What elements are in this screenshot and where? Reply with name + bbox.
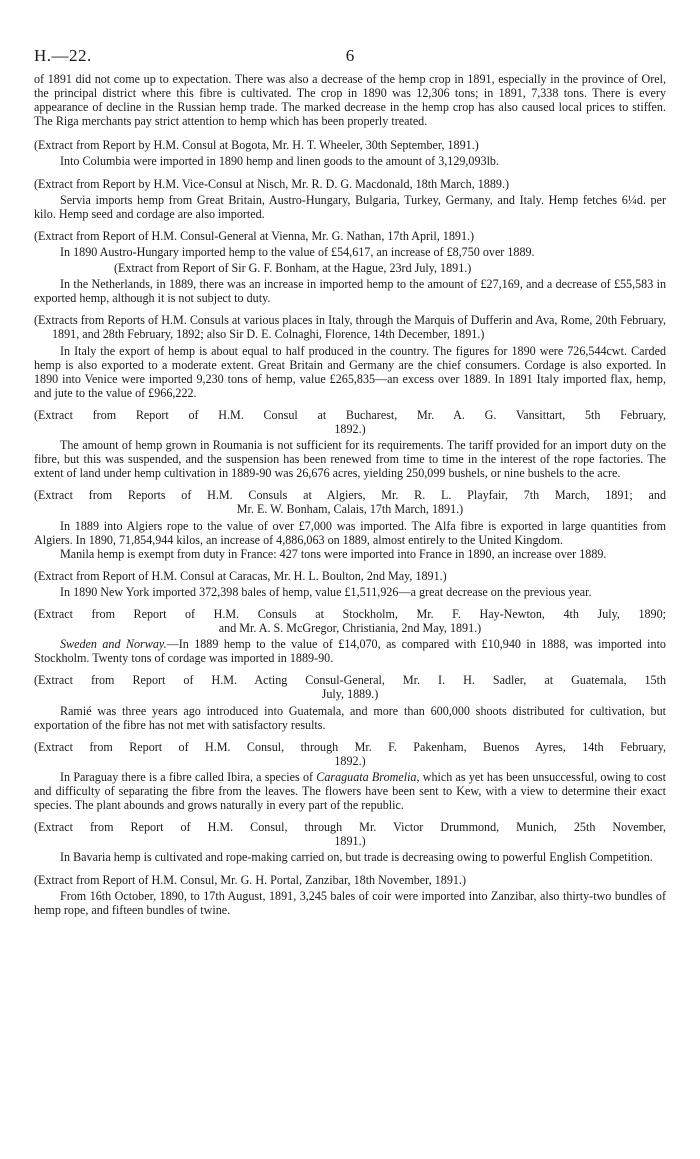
page-header: [34, 46, 666, 72]
extract-caption: [34, 488, 666, 516]
paragraph: In 1889 into Algiers rope to the value of over £7,000 was imported. The Alfa fibre is exported in large quantities from Algiers. In 1890, 71,854,944 kilos, an increase of 4,886,063 on 1889, almost entirely to the United Kingdom.: [34, 518, 666, 547]
extract-caption: (Extract from Report by H.M. Consul at Bogota, Mr. H. T. Wheeler, 30th September, 1891.): [34, 138, 479, 153]
paragraph: In Bavaria hemp is cultivated and rope-making carried on, but trade is decreasing owing to powerful English Competition.: [60, 850, 653, 865]
paragraph: In 1890 New York imported 372,398 bales of hemp, value £1,511,926—a great decrease on the previous year.: [60, 584, 592, 599]
extract-caption: (Extract from Report of H.M. Consul-General at Vienna, Mr. G. Nathan, 17th April, 1891.): [34, 228, 475, 243]
extract-caption: [34, 673, 666, 701]
paragraph-text: which as yet has been unsuccessful, owing to cost and difficulty of separating the fibre from the leaves. The flowers have been sent to Kew, with a view to determine their exact species. The plant abounds and grows naturally in every part of the republic.: [34, 769, 666, 813]
extract-caption-line: 1892.): [334, 753, 366, 768]
paragraph: of 1891 did not come up to expectation. There was also a decrease of the hemp crop in 1891, especially in the province of Orel, the principal district where this fibre is cultivated. The crop in 1890 was 12,306 tons; in 1891, 7,338 tons. There is every appearance of decline in the Russian hemp trade. The marked decrease in the hemp crop has also caused local prices to stiffen. The Riga merchants pay strict attention to hemp which has been properly treated.: [34, 72, 666, 129]
extract-caption-line: Mr. E. W. Bonham, Calais, 17th March, 1891.): [236, 502, 464, 517]
paragraph-text: In Paraguay there is a fibre called Ibira, a species of: [60, 769, 317, 784]
paragraph: From 16th October, 1890, to 17th August, 1891, 3,245 bales of coir were imported into Zanzibar, also thirty-two bundles of hemp rope, and fifteen bundles of twine.: [34, 888, 666, 917]
extract-caption-line: (Extract from Report of H.M. Consul at Bucharest, Mr. A. G. Vansittart, 5th February,: [34, 407, 666, 422]
paragraph: Into Columbia were imported in 1890 hemp and linen goods to the amount of 3,129,093lb.: [60, 154, 500, 169]
paragraph: Servia imports hemp from Great Britain, Austro-Hungary, Bulgaria, Turkey, Germany, and Italy. Hemp fetches 6¼d. per kilo. Hemp seed and cordage are also imported.: [34, 192, 666, 221]
extract-caption-line: (Extract from Report of H.M. Consul, through Mr. F. Pakenham, Buenos Ayres, 14th February,: [34, 739, 666, 754]
extract-caption: (Extract from Report by H.M. Vice-Consul at Nisch, Mr. R. D. G. Macdonald, 18th March, 1889.): [34, 176, 509, 191]
paragraph-italic-heading: Sweden and Norway.: [60, 637, 167, 652]
paragraph: [34, 637, 666, 665]
extract-caption: (Extract from Report of H.M. Consul at Caracas, Mr. H. L. Boulton, 2nd May, 1891.): [34, 568, 447, 583]
extract-caption: (Extract from Report of H.M. Consul, Mr. G. H. Portal, Zanzibar, 18th November, 1891.): [34, 872, 466, 887]
document-reference: H.—22.: [34, 46, 92, 65]
extract-caption-line: (Extract from Reports of H.M. Consuls at Algiers, Mr. R. L. Playfair, 7th March, 1891; and: [34, 488, 666, 503]
paragraph: Manila hemp is exempt from duty in France: 427 tons were imported into France in 1890, an increase over 1889.: [60, 546, 607, 561]
document-body: [34, 72, 666, 917]
paragraph: In 1890 Austro-Hungary imported hemp to the value of £54,617, an increase of £8,750 over 1889.: [60, 244, 535, 259]
extract-caption-line: (Extract from Report of H.M. Consuls at Stockholm, Mr. F. Hay-Newton, 4th July, 1890;: [34, 607, 666, 621]
extract-caption-line: July, 1889.): [321, 687, 379, 702]
extract-caption-line: 1892.): [334, 421, 366, 436]
paragraph: The amount of hemp grown in Roumania is not sufficient for its requirements. The tariff provided for an import duty on the fibre, but this was suspended, and the suspension has been renewed from time to time in the interest of the rope factories. The extent of land under hemp cultivation in 1889-90 was 26,676 acres, yielding 250,099 bushels, or nine bushels to the acre.: [34, 438, 666, 481]
extract-caption: (Extract from Report of Sir G. F. Bonham, at the Hague, 23rd July, 1891.): [114, 261, 472, 276]
page-number: 6: [345, 46, 355, 65]
paragraph: Ramié was three years ago introduced into Guatemala, and more than 600,000 shoots distributed for cultivation, but exportation of the fibre has not met with satisfactory results.: [34, 703, 666, 732]
paragraph-text: —In 1889 hemp to the value of £14,070, as compared with £10,940 in 1888, was imported into Stockholm. Twenty tons of cordage was imported in 1889-90.: [34, 637, 666, 666]
extract-caption: [34, 740, 666, 768]
paragraph-italic-term: Caraguata Bromelia,: [316, 769, 420, 784]
extract-caption-line: 1891.): [334, 834, 366, 849]
extract-caption: [34, 607, 666, 635]
extract-caption-line: (Extract from Report of H.M. Acting Consul-General, Mr. I. H. Sadler, at Guatemala, 15th: [34, 673, 666, 688]
extract-caption: [34, 408, 666, 436]
paragraph: [34, 770, 666, 812]
paragraph: In the Netherlands, in 1889, there was an increase in imported hemp to the amount of £27,169, and a decrease of £55,583 in exported hemp, although it is not subject to duty.: [34, 277, 666, 306]
extract-caption-line: and Mr. A. S. McGregor, Christiania, 2nd May, 1891.): [218, 621, 482, 636]
extract-caption: [34, 820, 666, 848]
document-page: [34, 46, 666, 917]
extract-caption: (Extracts from Reports of H.M. Consuls at various places in Italy, through the Marquis of Dufferin and Ava, Rome, 20th February, 1891, and 28th February, 1892; also Sir D. E. Colnaghi, Florence, 14th December, 1891.): [34, 313, 666, 342]
paragraph: In Italy the export of hemp is about equal to half produced in the country. The figures for 1890 were 726,544cwt. Carded hemp is also exported to a moderate extent. Great Britain and Germany are the chief consumers. Cordage is also exported. In 1890 into Venice were imported 9,230 tons of hemp, value £265,835—an excess over 1889. In 1891 Italy imported flax, hemp, and jute to the value of £966,222.: [34, 343, 666, 400]
extract-caption-line: (Extract from Report of H.M. Consul, through Mr. Victor Drummond, Munich, 25th November,: [34, 820, 666, 835]
